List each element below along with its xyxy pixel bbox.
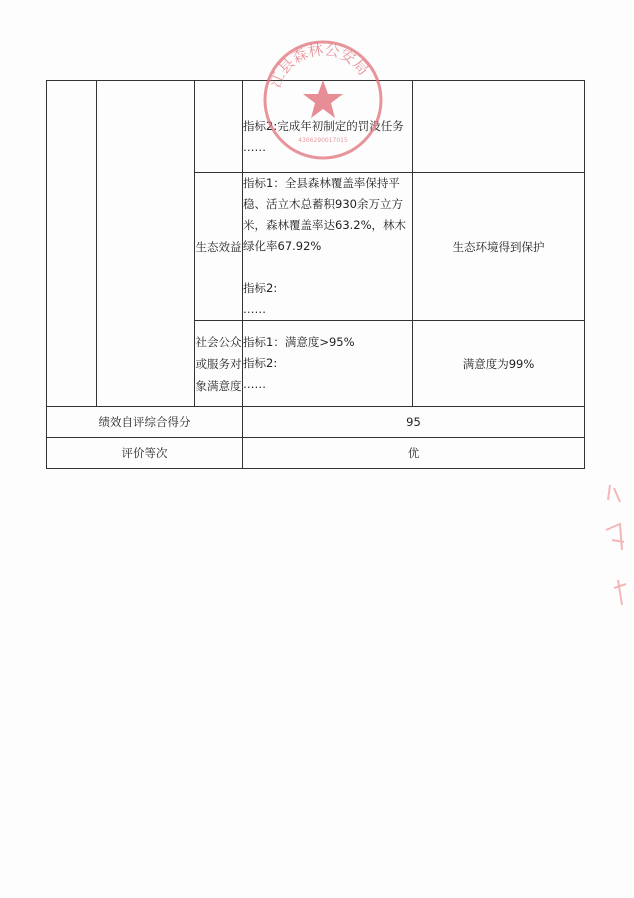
table-row (47, 81, 585, 173)
indicator-cell (243, 173, 413, 321)
result-cell: 生态环境得到保护 (413, 173, 585, 321)
indicator-text: …… (243, 377, 266, 391)
seal-number: 4306290017015 (298, 137, 348, 144)
indicator-text: …… (243, 302, 266, 316)
performance-table (46, 80, 585, 469)
grade-label: 评价等次 (47, 438, 243, 469)
edge-stamp-fragment-icon (600, 480, 634, 610)
empty-cell (47, 81, 97, 407)
result-cell (413, 81, 585, 173)
score-label: 绩效自评综合得分 (47, 407, 243, 438)
indicator-text: …… (243, 139, 266, 154)
indicator-text: 指标1：满意度>95% (243, 335, 355, 349)
indicator-text: 指标2: (243, 281, 278, 295)
empty-cell (195, 81, 243, 173)
indicator-cell (243, 321, 413, 407)
grade-row (47, 438, 585, 469)
score-row (47, 407, 585, 438)
category-cell: 生态效益 (195, 173, 243, 321)
result-cell: 满意度为99% (413, 321, 585, 407)
grade-value: 优 (243, 438, 585, 469)
score-value: 95 (243, 407, 585, 438)
indicator-spacer (243, 257, 412, 278)
indicator-text: 指标1：全县森林覆盖率保持平稳、活立木总蓄积930余万立方米，森林覆盖率达63.2%，林木绿化率67.92% (243, 176, 407, 253)
indicator-text: 指标2: (243, 356, 278, 370)
indicator-cell (243, 81, 413, 173)
indicator-text: 指标2:完成年初制定的罚没任务 (243, 118, 404, 133)
category-cell: 社会公众或服务对象满意度 (195, 321, 243, 407)
empty-cell (97, 81, 195, 407)
seal-text: 江县森林公安局 (266, 40, 373, 91)
